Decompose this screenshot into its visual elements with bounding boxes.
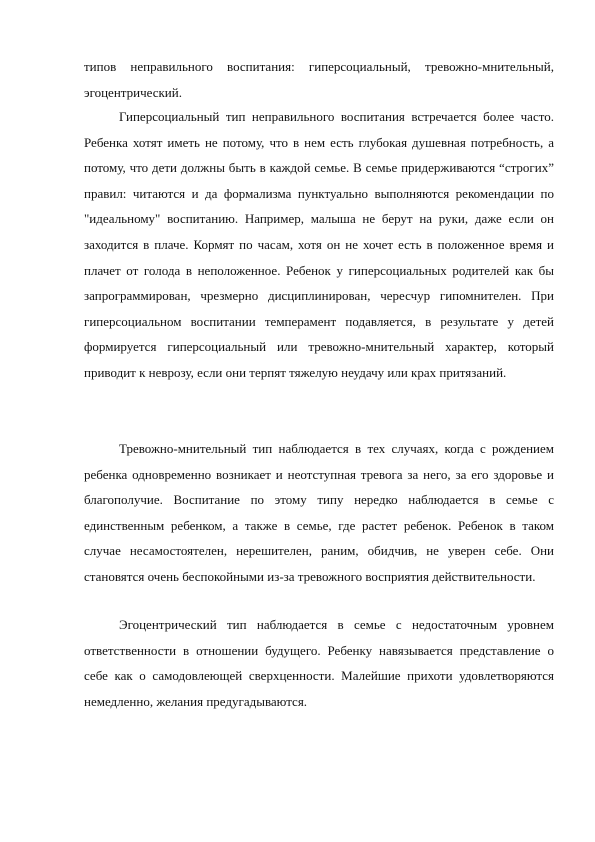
paragraph-text: Тревожно-мнительный тип наблюдается в тех случаях, когда с рождением ребенка одновременно возникает и неотступная тревога за него, за его здоровье и благополучие. Воспитание по этому типу нередко наблюдается в семье с единственным ребенком, а также в семье, где растет ребенок. Ребенок в таком случае несамостоятелен, нерешителен, раним, обидчив, не уверен себе. Они становятся очень беспокойными из-за тревожного восприятия действительности. (84, 441, 554, 584)
paragraph-text: Гиперсоциальный тип неправильного воспитания встречается более часто. Ребенка хотят иметь не потому, что в нем есть глубокая душевная потребность, а потому, что дети должны быть в каждой семье. В семье придерживаются “строгих” правил: читаются и да формализма пунктуально выполняются рекомендации по "идеальному" воспитанию. Например, малыша не берут на руки, даже если он заходится в плаче. Кормят по часам, хотя он не хочет есть в положенное время и плачет от голода в неположенное. Ребенок у гиперсоциальных родителей как бы запрограммирован, чрезмерно дисциплинирован, чересчур гипомнителен. При гиперсоциальном воспитании темперамент подавляется, в результате у детей формируется гиперсоциальный или тревожно-мнительный характер, который приводит к неврозу, если они терпят тяжелую неудачу или крах притязаний. (84, 109, 554, 380)
paragraph-anxious (84, 436, 554, 590)
paragraph-egocentric (84, 612, 554, 714)
paragraph-text: типов неправильного воспитания: гиперсоциальный, тревожно-мнительный, эгоцентрический. (84, 59, 554, 100)
paragraph-continuation (84, 54, 554, 105)
paragraph-hypersocial (84, 104, 554, 386)
paragraph-text: Эгоцентрический тип наблюдается в семье с недостаточным уровнем ответственности в отношении будущего. Ребенку навязывается представление о себе как о самодовлеющей сверхценности. Малейшие прихоти удовлетворяются немедленно, желания предугадываются. (84, 617, 554, 709)
